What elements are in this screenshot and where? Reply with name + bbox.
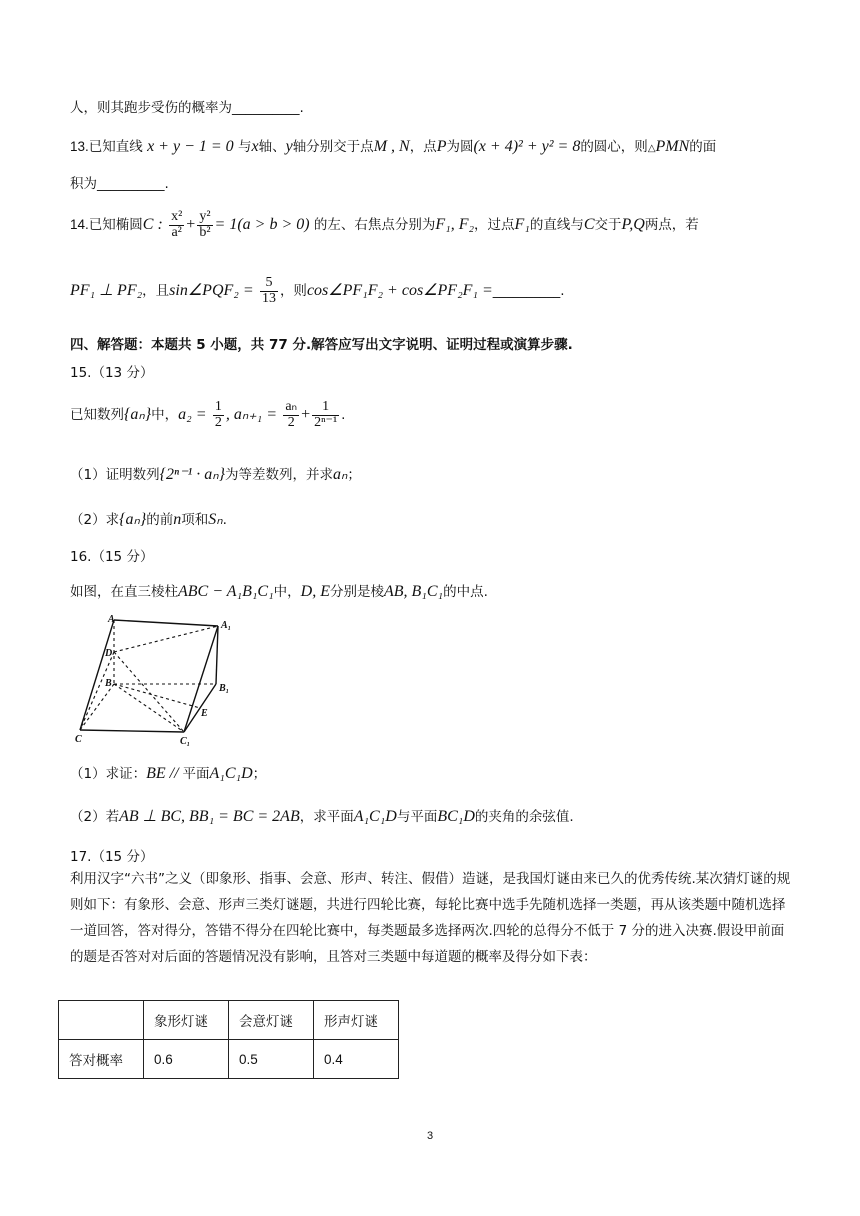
q15-text-b: 中， <box>151 407 179 424</box>
q14-text-a: 已知椭圆 <box>88 217 143 234</box>
q15-text-a: 已知数列 <box>70 407 124 424</box>
q14-line1 <box>70 210 699 240</box>
q14-cos-expression: cos∠PF₁F₂ + cos∠PF₂F₁ = <box>306 282 493 300</box>
q12-tail: 人，则其跑步受伤的概率为__________. <box>70 100 304 116</box>
q16-part2-condition: AB ⊥ BC, BB₁ = BC = 2AB <box>119 808 300 825</box>
q13-pmn: PMN <box>655 138 690 155</box>
q16-statement: 如图，在直三棱柱ABC − A₁B₁C₁中，D, E分别是棱AB, B₁C₁的中点. <box>70 583 488 600</box>
q14-blank: __________. <box>492 283 565 300</box>
label-e: E <box>201 708 208 719</box>
label-a: A <box>108 614 115 625</box>
q15-part2-n: n <box>173 511 182 528</box>
label-d: D <box>105 648 113 659</box>
q13-text-e: ，点 <box>409 139 437 155</box>
edge-a-a1 <box>114 620 218 626</box>
q16-header: 16.（15 分） <box>70 549 154 565</box>
q14-fraction-y: $\frac{\text{y²}}{\text{b²}}$ <box>199 209 211 240</box>
q13-triangle-symbol: △ <box>647 143 656 154</box>
q16-part2-plane1: A₁C₁D <box>353 808 397 825</box>
q16-part2-plane2: BC₁D <box>437 808 475 825</box>
q14-fraction-5-13: $\frac{5}{13}$ <box>261 275 276 306</box>
q13-text-g: 的圆心，则 <box>580 139 648 155</box>
label-c: C <box>75 734 82 745</box>
q17-header: 17.（15 分） <box>70 849 154 865</box>
q15-plus: + <box>301 406 311 424</box>
q14-sin-expression: sin∠PQF₂ = <box>169 282 254 300</box>
q16-part2: （2）若AB ⊥ BC, BB₁ = BC = 2AB，求平面A₁C₁D与平面BC₁D的夹角的余弦值. <box>70 808 574 825</box>
edge-a-c <box>80 620 114 730</box>
q13-number: 13. <box>70 139 89 154</box>
q14-foci: F₁, F₂ <box>435 216 475 234</box>
q17-body: 利用汉字“六书”之义（即象形、指事、会意、形声、转注、假借）造谜，是我国灯谜由来已久的优秀传统.某次猜灯谜的规则如下：有象形、会意、形声三类灯谜题，共进行四轮比赛，每轮比赛中选手先随机选择一类题，再从该类题中随机选择一道回答，答对得分，答错不得分在四轮比赛中，每类题最多选择两次.四轮的总得分不低于 7 分的进入决赛.假设甲前面的题是否答对对后面的答题情况没有影响，且答对三类题中每道题的概率及得分如下表： <box>70 871 791 965</box>
q15-sequence: {aₙ} <box>124 406 152 424</box>
q14-c: C : <box>142 216 163 234</box>
q15-part1-sequence: {2ⁿ⁻¹ · aₙ} <box>159 466 226 483</box>
q14-plus: + <box>186 216 196 234</box>
q13-line-equation: x + y − 1 = 0 <box>147 138 234 155</box>
q15-fraction-an-2: $\frac{\text{aₙ}}{2}$ <box>285 399 298 430</box>
q15-a2: a₂ = <box>178 406 207 424</box>
q14-text-e: 交于 <box>594 217 622 234</box>
q14-text-h: ，则 <box>279 283 307 300</box>
label-b1: B₁ <box>219 683 230 694</box>
q16-de: D, E <box>300 583 330 600</box>
q14-c2: C <box>583 216 595 234</box>
q15-part1: （1）证明数列{2ⁿ⁻¹ · aₙ}为等差数列，并求aₙ； <box>70 466 361 483</box>
q13-text-b: 与 <box>237 139 252 155</box>
q15-part2: （2）求{aₙ}的前n项和Sₙ. <box>70 511 227 528</box>
q16-edges: AB, B₁C₁ <box>383 583 444 600</box>
label-b: B <box>105 678 112 689</box>
q14-fraction-x: $\frac{\text{x²}}{\text{a²}}$ <box>171 209 183 240</box>
q14-number: 14. <box>70 217 89 233</box>
q15-fraction-1-2n: $\frac{1}{\text{2ⁿ⁻¹}}$ <box>314 399 338 430</box>
q13-mn: M , N <box>373 138 410 155</box>
table-cell-pictograph: 0.6 <box>144 1040 229 1079</box>
prism-figure <box>70 612 250 747</box>
q14-text-d: 的直线与 <box>529 217 584 234</box>
edge-a1-b1 <box>216 626 218 684</box>
q14-text-f: 两点，若 <box>644 217 699 234</box>
q14-text-b: 的左、右焦点分别为 <box>313 217 436 234</box>
q14-equation-rest: = 1(a > b > 0) <box>214 216 310 234</box>
table-header-row <box>59 1001 399 1040</box>
q13-text-f: 为圆 <box>446 139 474 155</box>
label-a1: A₁ <box>221 620 232 631</box>
q14-f1: F₁ <box>514 216 530 234</box>
edge-c-c1 <box>80 730 184 732</box>
q13-p: P <box>436 138 447 155</box>
segment-b-c1 <box>114 684 184 732</box>
edge-b1-c1 <box>184 684 216 732</box>
q13-text-c: 轴、 <box>258 139 286 155</box>
table-cell-ideograph: 0.5 <box>229 1040 314 1079</box>
q13-line2: 积为__________. <box>70 176 169 192</box>
q14-text-g: ，且 <box>142 283 170 300</box>
q15-statement <box>70 400 345 430</box>
table-row <box>59 1040 399 1079</box>
q17-probability-table <box>58 1000 399 1079</box>
q13-x: x <box>251 138 259 155</box>
q14-line2 <box>70 276 565 306</box>
q15-fraction-half: $\frac{1}{2}$ <box>214 399 222 430</box>
segment-b-e <box>114 684 200 708</box>
q13-text-a: 已知直线 <box>88 139 143 155</box>
q15-part2-sn: Sₙ <box>208 511 223 528</box>
section-4-heading: 四、解答题：本题共 5 小题，共 77 分.解答应写出文字说明、证明过程或演算步骤. <box>70 337 573 353</box>
q14-perpendicular: PF₁ ⊥ PF₂ <box>70 282 143 300</box>
q16-part1-plane: A₁C₁D <box>209 765 253 782</box>
label-c1: C₁ <box>180 736 191 747</box>
q14-text-c: ，过点 <box>474 217 515 234</box>
q15-header: 15.（13 分） <box>70 365 154 381</box>
q16-part1: （1）求证：BE // 平面A₁C₁D； <box>70 765 267 782</box>
q13-text-d: 轴分别交于点 <box>292 139 374 155</box>
table-header-pictograph: 象形灯谜 <box>144 1001 229 1040</box>
table-cell-phonetic: 0.4 <box>314 1040 399 1079</box>
table-row-label: 答对概率 <box>59 1040 144 1079</box>
table-header-empty <box>59 1001 144 1040</box>
q13-circle-equation: (x + 4)² + y² = 8 <box>473 138 581 155</box>
table-header-phonetic: 形声灯谜 <box>314 1001 399 1040</box>
q13-text-h: 的面 <box>689 139 717 155</box>
segment-d-a1 <box>114 626 218 652</box>
q16-part1-be: BE // <box>146 765 183 782</box>
table-header-ideograph: 会意灯谜 <box>229 1001 314 1040</box>
q15-part1-an: aₙ <box>333 466 348 483</box>
q15-end: . <box>341 407 346 424</box>
q14-pq: P,Q <box>621 216 645 234</box>
page-number: 3 <box>426 1130 434 1142</box>
q15-an1: , aₙ₊₁ = <box>225 406 278 424</box>
q16-prism: ABC − A₁B₁C₁ <box>178 583 274 600</box>
q13-line1 <box>70 135 716 156</box>
q13-y: y <box>285 138 293 155</box>
q15-part2-sequence: {aₙ} <box>119 511 147 528</box>
segment-d-c1 <box>114 652 184 732</box>
